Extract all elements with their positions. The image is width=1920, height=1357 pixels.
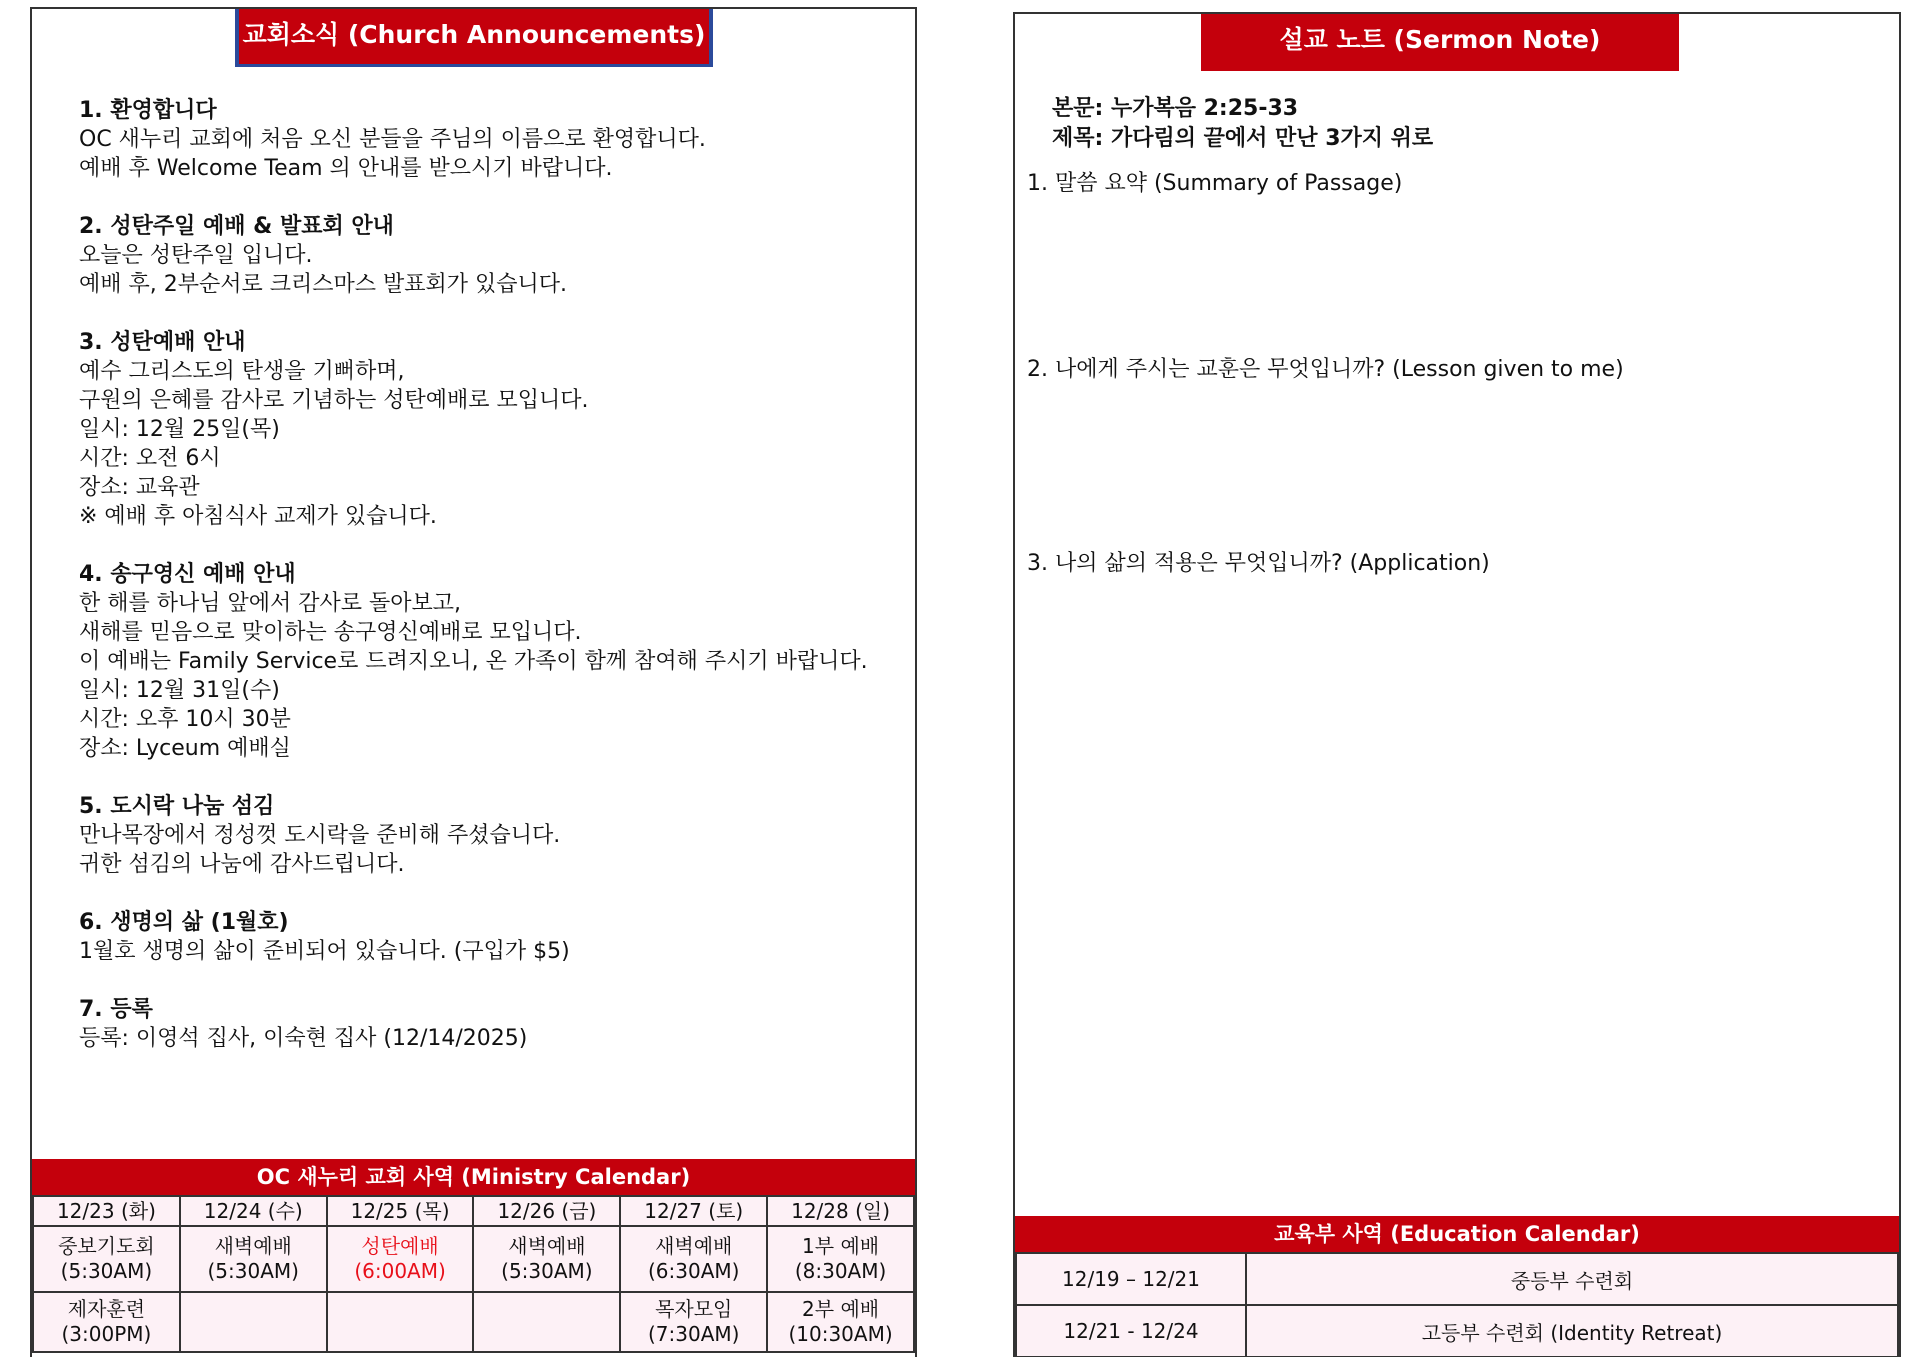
- calendar-event-empty: [327, 1292, 474, 1352]
- announcement-line: 1월호 생명의 삶이 준비되어 있습니다. (구입가 $5): [79, 939, 570, 964]
- announcement-1: [79, 96, 899, 183]
- calendar-event: [33, 1292, 180, 1352]
- event-name: 1부 예배: [802, 1234, 880, 1258]
- announcement-title: 3. 성탄예배 안내: [79, 330, 246, 355]
- announcement-4: [79, 560, 899, 763]
- event-name: 새벽예배: [655, 1234, 733, 1258]
- calendar-date: 12/26 (금): [473, 1196, 620, 1226]
- event-time: (5:30AM): [60, 1259, 153, 1283]
- calendar-event: [620, 1292, 767, 1352]
- table-row: [1016, 1305, 1898, 1357]
- announcement-line: ※ 예배 후 아침식사 교제가 있습니다.: [79, 504, 437, 529]
- ministry-calendar: [32, 1159, 915, 1353]
- announcement-title: 7. 등록: [79, 997, 153, 1022]
- event-name: 성탄예배: [361, 1234, 439, 1258]
- announcement-line: 일시: 12월 31일(수): [79, 678, 280, 703]
- sermon-note-panel: [1013, 12, 1901, 1357]
- ministry-calendar-title: OC 새누리 교회 사역 (Ministry Calendar): [32, 1159, 915, 1195]
- sermon-question-2: 2. 나에게 주시는 교훈은 무엇입니까? (Lesson given to me): [1027, 357, 1624, 382]
- event-time: (7:30AM): [647, 1322, 740, 1346]
- calendar-event-row: [33, 1226, 914, 1292]
- sermon-note-title: 설교 노트 (Sermon Note): [1201, 14, 1679, 71]
- announcement-title: 5. 도시락 나눔 섬김: [79, 794, 275, 819]
- announcement-2: [79, 212, 899, 299]
- ministry-calendar-table: [32, 1195, 915, 1353]
- calendar-event: [767, 1292, 914, 1352]
- event-time: (3:00PM): [61, 1322, 152, 1346]
- announcement-6: [79, 908, 899, 966]
- announcement-line: 오늘은 성탄주일 입니다.: [79, 243, 313, 268]
- calendar-date: 12/23 (화): [33, 1196, 180, 1226]
- announcement-title: 6. 생명의 삶 (1월호): [79, 910, 289, 935]
- announcement-list: [79, 96, 899, 1082]
- announcement-title: 1. 환영합니다: [79, 98, 217, 123]
- calendar-event: [180, 1226, 327, 1292]
- calendar-event-row: [33, 1292, 914, 1352]
- event-name: 목자모임: [655, 1297, 733, 1321]
- announcement-line: 만나목장에서 정성껏 도시락을 준비해 주셨습니다.: [79, 823, 561, 848]
- announcement-line: 시간: 오후 10시 30분: [79, 707, 291, 732]
- event-name: 새벽예배: [214, 1234, 292, 1258]
- announcement-line: 등록: 이영석 집사, 이숙현 집사 (12/14/2025): [79, 1026, 528, 1051]
- announcements-panel: [30, 7, 917, 1357]
- table-row: [1016, 1253, 1898, 1305]
- event-time: (8:30AM): [794, 1259, 887, 1283]
- announcement-line: 이 예배는 Family Service로 드려지오니, 온 가족이 함께 참여해 주시기 바랍니다.: [79, 649, 868, 674]
- sermon-question-3: 3. 나의 삶의 적용은 무엇입니까? (Application): [1027, 551, 1490, 576]
- event-time: (6:30AM): [647, 1259, 740, 1283]
- event-name: 중보기도회: [58, 1234, 155, 1258]
- education-calendar-title: 교육부 사역 (Education Calendar): [1015, 1216, 1899, 1252]
- calendar-event-empty: [473, 1292, 620, 1352]
- announcement-line: 한 해를 하나님 앞에서 감사로 돌아보고,: [79, 591, 461, 616]
- announcement-line: 장소: 교육관: [79, 475, 200, 500]
- event-name: 2부 예배: [802, 1297, 880, 1321]
- sermon-subject: 제목: 가다림의 끝에서 만난 3가지 위로: [1052, 126, 1434, 151]
- calendar-date: 12/24 (수): [180, 1196, 327, 1226]
- education-dates: 12/21 - 12/24: [1016, 1305, 1246, 1357]
- event-name: 제자훈련: [67, 1297, 146, 1321]
- education-event: 고등부 수련회 (Identity Retreat): [1246, 1305, 1898, 1357]
- calendar-date: 12/28 (일): [767, 1196, 914, 1226]
- calendar-date: 12/27 (토): [620, 1196, 767, 1226]
- education-calendar: [1015, 1216, 1899, 1357]
- calendar-event: [33, 1226, 180, 1292]
- announcement-3: [79, 328, 899, 531]
- announcement-line: 새해를 믿음으로 맞이하는 송구영신예배로 모입니다.: [79, 620, 582, 645]
- announcement-line: 시간: 오전 6시: [79, 446, 221, 471]
- calendar-event: [767, 1226, 914, 1292]
- announcement-line: 구원의 은혜를 감사로 기념하는 성탄예배로 모입니다.: [79, 388, 589, 413]
- calendar-date-row: [33, 1196, 914, 1226]
- announcement-line: 예수 그리스도의 탄생을 기뻐하며,: [79, 359, 405, 384]
- announcement-line: 장소: Lyceum 예배실: [79, 736, 291, 761]
- education-dates: 12/19 – 12/21: [1016, 1253, 1246, 1305]
- sermon-info: [1052, 94, 1433, 154]
- announcement-line: OC 새누리 교회에 처음 오신 분들을 주님의 이름으로 환영합니다.: [79, 127, 706, 152]
- education-event: 중등부 수련회: [1246, 1253, 1898, 1305]
- announcement-title: 4. 송구영신 예배 안내: [79, 562, 296, 587]
- calendar-event-empty: [180, 1292, 327, 1352]
- education-calendar-table: [1015, 1252, 1899, 1357]
- announcement-7: [79, 995, 899, 1053]
- event-name: 새벽예배: [508, 1234, 586, 1258]
- announcement-line: 귀한 섬김의 나눔에 감사드립니다.: [79, 852, 405, 877]
- event-time: (5:30AM): [501, 1259, 593, 1283]
- announcement-line: 예배 후 Welcome Team 의 안내를 받으시기 바랍니다.: [79, 156, 613, 181]
- announcement-5: [79, 792, 899, 879]
- calendar-event: [473, 1226, 620, 1292]
- announcement-line: 일시: 12월 25일(목): [79, 417, 280, 442]
- event-time: (5:30AM): [207, 1259, 299, 1283]
- event-time: (10:30AM): [788, 1322, 893, 1346]
- event-time: (6:00AM): [354, 1259, 446, 1283]
- calendar-date: 12/25 (목): [327, 1196, 474, 1226]
- announcement-line: 예배 후, 2부순서로 크리스마스 발표회가 있습니다.: [79, 272, 567, 297]
- calendar-event: [620, 1226, 767, 1292]
- announcements-title: 교회소식 (Church Announcements): [235, 9, 713, 64]
- sermon-passage: 본문: 누가복음 2:25-33: [1052, 96, 1299, 121]
- sermon-question-1: 1. 말씀 요약 (Summary of Passage): [1027, 171, 1403, 196]
- announcement-title: 2. 성탄주일 예배 & 발표회 안내: [79, 214, 394, 239]
- calendar-event-highlight: [327, 1226, 474, 1292]
